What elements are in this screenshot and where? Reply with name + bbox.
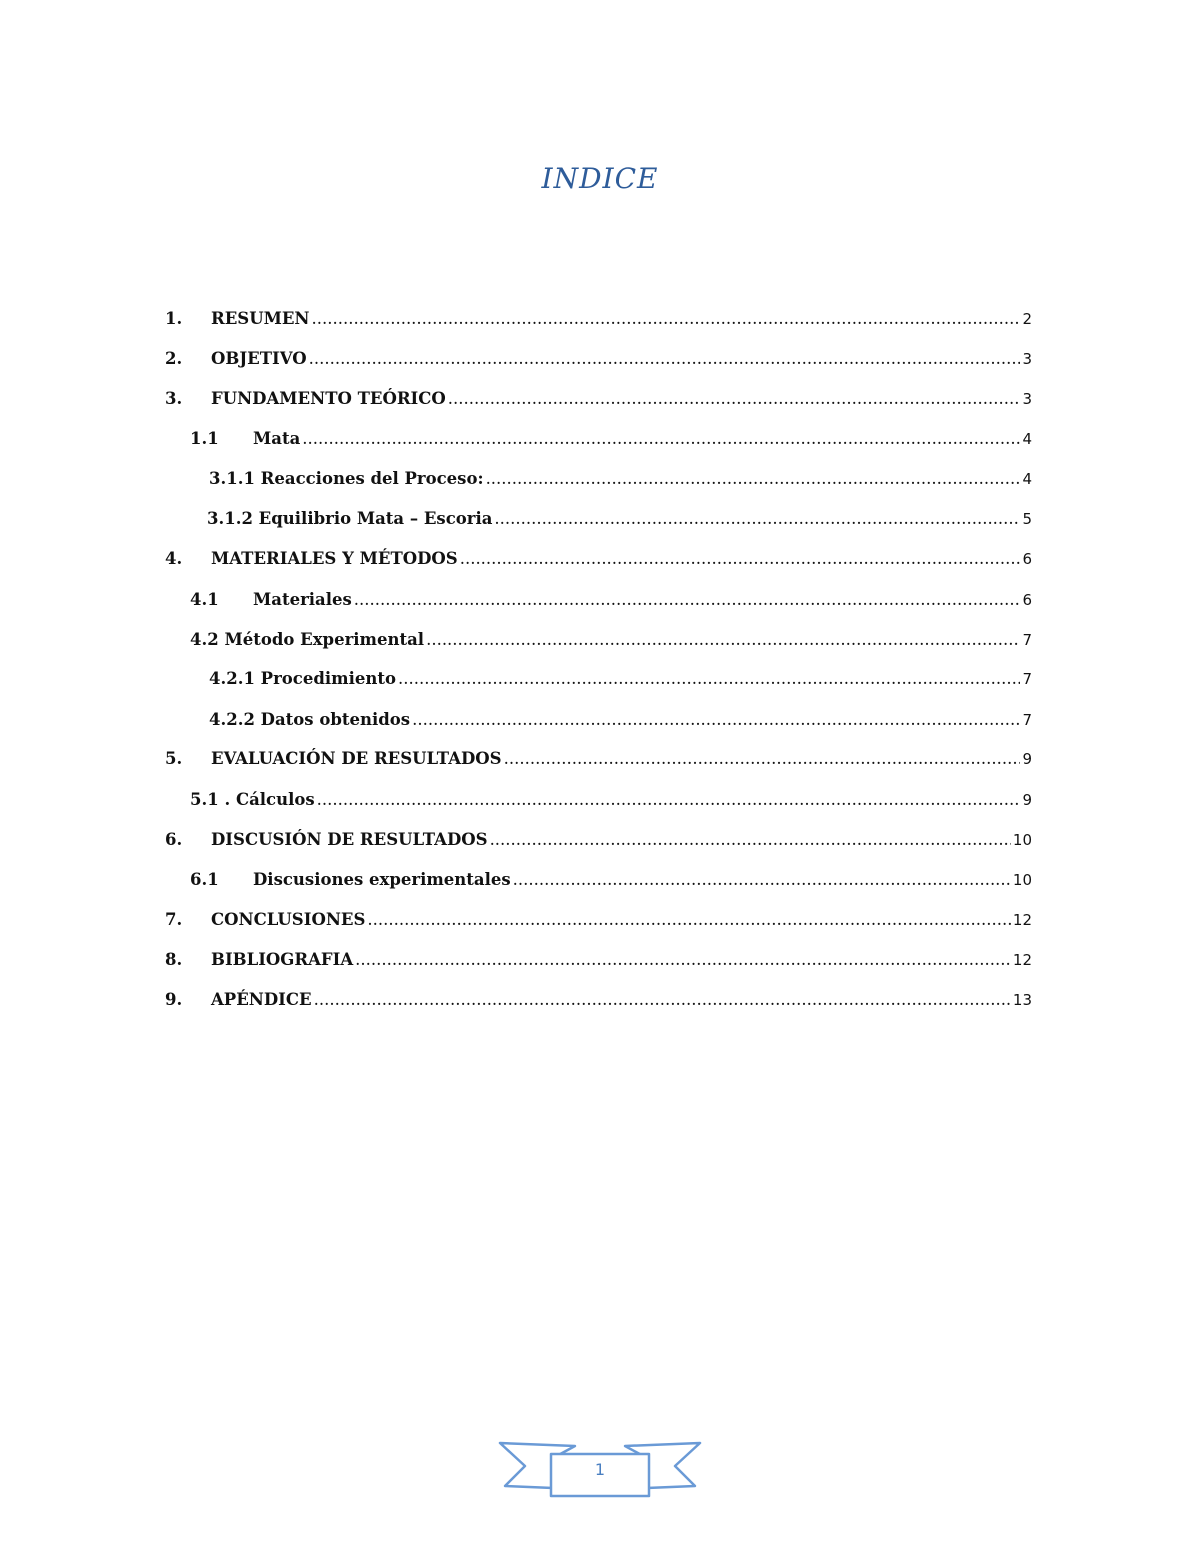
toc-entry-page: 2 (1022, 310, 1032, 328)
toc-entry-label: RESUMEN (211, 309, 310, 328)
toc-entry-label: OBJETIVO (211, 349, 307, 368)
dot-leader (317, 790, 1021, 810)
toc-entry-discusiones-experimentales[interactable] (190, 866, 1032, 890)
dot-leader (367, 910, 1011, 930)
toc-entry-label: 3.1.1 Reacciones del Proceso: (209, 469, 484, 488)
toc-entry-number: 5. (165, 749, 183, 768)
toc-entry-metodo-experimental[interactable] (190, 626, 1032, 650)
toc-entry-label: EVALUACIÓN DE RESULTADOS (211, 749, 502, 768)
toc-entry-apendice[interactable] (165, 986, 1032, 1010)
toc-entry-number: 1. (165, 309, 183, 328)
dot-leader (412, 710, 1020, 730)
toc-entry-label: APÉNDICE (211, 990, 312, 1009)
toc-entry-page: 10 (1012, 831, 1032, 849)
dot-leader (513, 870, 1011, 890)
toc-entry-number: 6.1 (190, 870, 219, 889)
toc-entry-discusion-resultados[interactable] (165, 826, 1032, 850)
dot-leader (504, 749, 1021, 769)
toc-entry-page: 10 (1012, 871, 1032, 889)
toc-entry-label: 3.1.2 Equilibrio Mata – Escoria (207, 509, 493, 528)
toc-entry-page: 12 (1012, 911, 1032, 929)
toc-entry-page: 7 (1022, 631, 1032, 649)
toc-entry-label: DISCUSIÓN DE RESULTADOS (211, 830, 488, 849)
toc-entry-reacciones[interactable] (209, 465, 1032, 489)
page-number: 1 (594, 1460, 606, 1479)
toc-entry-bibliografia[interactable] (165, 946, 1032, 970)
dot-leader (426, 630, 1020, 650)
toc-entry-materiales[interactable] (190, 586, 1032, 610)
dot-leader (302, 429, 1020, 449)
page-title: INDICE (541, 162, 659, 195)
toc-entry-equilibrio[interactable] (207, 505, 1032, 529)
toc-entry-number: 8. (165, 950, 183, 969)
dot-leader (355, 950, 1011, 970)
toc-entry-procedimiento[interactable] (209, 665, 1032, 689)
toc-entry-label: 4.2.2 Datos obtenidos (209, 710, 411, 729)
toc-entry-page: 12 (1012, 951, 1032, 969)
toc-entry-page: 3 (1022, 350, 1032, 368)
toc-entry-label: BIBLIOGRAFIA (211, 950, 354, 969)
toc-entry-fundamento-teorico[interactable] (165, 385, 1032, 409)
toc-entry-mata[interactable] (190, 425, 1032, 449)
toc-entry-label: 5.1 . Cálculos (190, 790, 315, 809)
toc-entry-page: 4 (1022, 470, 1032, 488)
toc-entry-number: 3. (165, 389, 183, 408)
toc-entry-number: 7. (165, 910, 183, 929)
toc-entry-number: 2. (165, 349, 183, 368)
dot-leader (354, 590, 1021, 610)
toc-entry-number: 4. (165, 549, 183, 568)
toc-entry-label: 4.2.1 Procedimiento (209, 669, 396, 688)
toc-entry-number: 6. (165, 830, 183, 849)
toc-entry-label: MATERIALES Y MÉTODOS (211, 549, 458, 568)
dot-leader (314, 990, 1011, 1010)
toc-entry-label: CONCLUSIONES (211, 910, 366, 929)
toc-entry-page: 3 (1022, 390, 1032, 408)
dot-leader (398, 669, 1020, 689)
toc-entry-number: 9. (165, 990, 183, 1009)
dot-leader (460, 549, 1021, 569)
toc-entry-evaluacion-resultados[interactable] (165, 745, 1032, 769)
toc-entry-label: Materiales (253, 590, 352, 609)
dot-leader (309, 349, 1021, 369)
dot-leader (448, 389, 1021, 409)
toc-entry-conclusiones[interactable] (165, 906, 1032, 930)
toc-entry-page: 7 (1022, 711, 1032, 729)
toc-entry-number: 1.1 (190, 429, 219, 448)
toc-entry-label: Mata (253, 429, 301, 448)
toc-entry-page: 5 (1022, 510, 1032, 528)
toc-entry-page: 6 (1022, 591, 1032, 609)
toc-entry-materiales-metodos[interactable] (165, 545, 1032, 569)
dot-leader (494, 509, 1020, 529)
dot-leader (486, 469, 1021, 489)
toc-entry-page: 13 (1012, 991, 1032, 1009)
toc-entry-calculos[interactable] (190, 786, 1032, 810)
page-number-badge (497, 1440, 703, 1502)
toc-entry-page: 7 (1022, 670, 1032, 688)
dot-leader (312, 309, 1021, 329)
toc-entry-page: 9 (1022, 791, 1032, 809)
toc-entry-objetivo[interactable] (165, 345, 1032, 369)
dot-leader (490, 830, 1011, 850)
toc-entry-page: 9 (1022, 750, 1032, 768)
toc-entry-label: 4.2 Método Experimental (190, 630, 425, 649)
toc-entry-label: FUNDAMENTO TEÓRICO (211, 389, 446, 408)
toc-entry-page: 4 (1022, 430, 1032, 448)
toc-entry-page: 6 (1022, 550, 1032, 568)
toc-entry-datos-obtenidos[interactable] (209, 706, 1032, 730)
toc-entry-number: 4.1 (190, 590, 219, 609)
toc-entry-resumen[interactable] (165, 305, 1032, 329)
toc-entry-label: Discusiones experimentales (253, 870, 511, 889)
